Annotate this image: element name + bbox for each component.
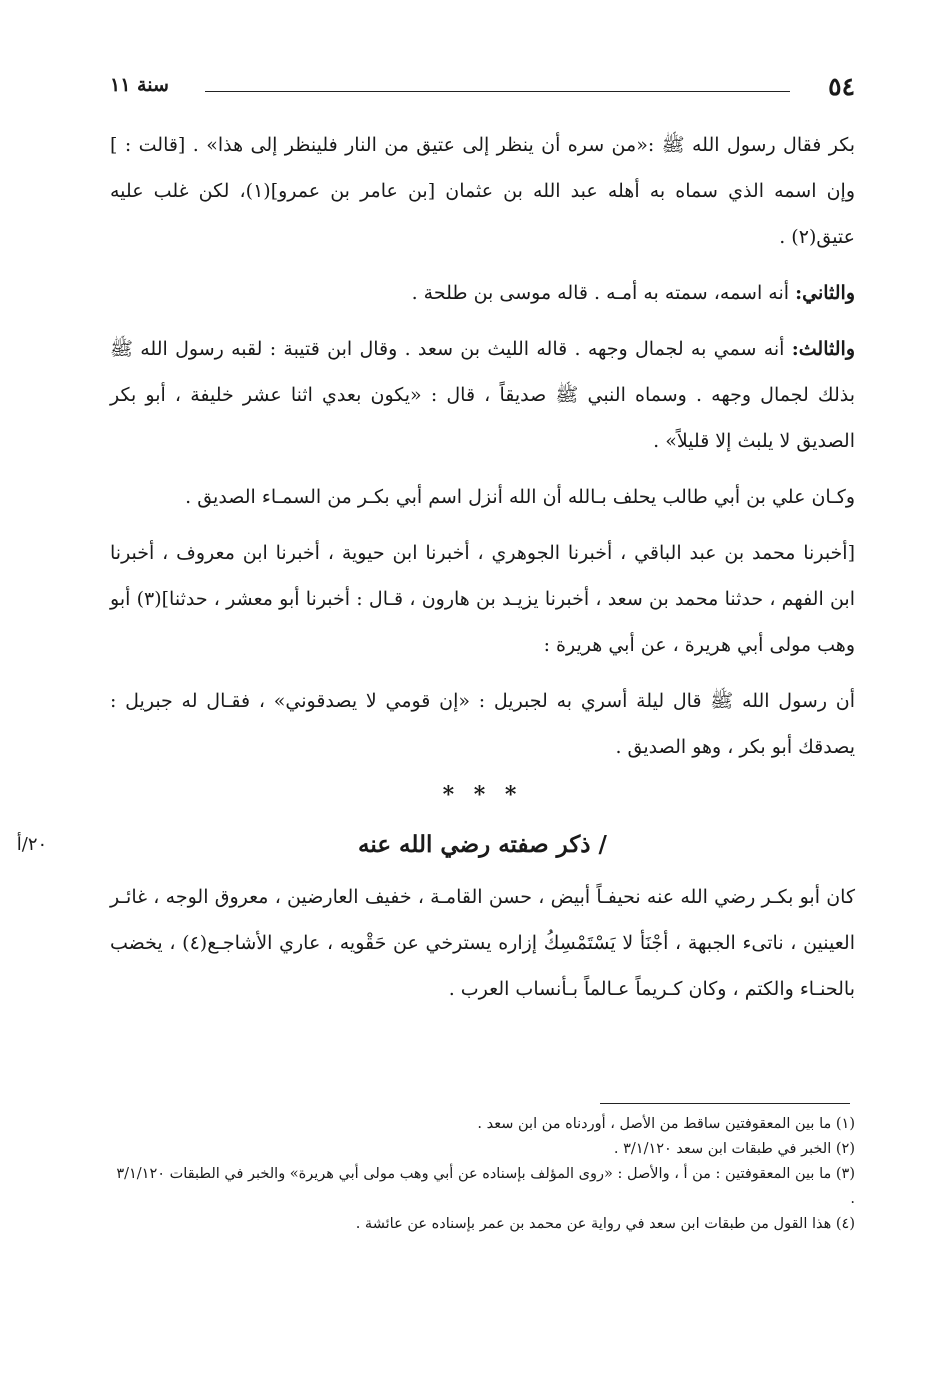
manuscript-folio-marker: ٢٠/أ	[16, 834, 48, 855]
paragraph-4: وكـان علي بن أبي طالب يحلف بـالله أن الله أنزل اسم أبي بكـر من السمـاء الصديق .	[185, 486, 855, 508]
paragraph-5: [أخبرنا محمد بن عبد الباقي ، أخبرنا الجوهري ، أخبرنا ابن حيوية ، أخبرنا ابن معروف ، أخبرنا ابن الفهم ، حدثنا محمد بن سعد ، أخبرنا يزيـد بن هارون ، قـال : أخبرنا أبو معشر ، حدثنا](٣) أبو وهب مولى أبي هريرة ، عن أبي هريرة :	[110, 542, 855, 656]
footnote-2: (٢) الخبر في طبقات ابن سعد ٣/١/١٢٠ .	[613, 1141, 855, 1157]
footnote-rule	[600, 1103, 850, 1104]
paragraph-2	[110, 270, 855, 316]
paragraph-2-text: أنه اسمه، سمته به أمـه . قاله موسى بن طلحة .	[411, 282, 790, 304]
main-text	[16, 122, 855, 1022]
paragraph-6: أن رسول الله ﷺ قال ليلة أسري به لجبريل : «إن قومي لا يصدقوني» ، فقـال له جبريل : يصدقك أبو بكر ، وهو الصديق .	[110, 690, 855, 758]
paragraph-2-lead: والثاني:	[795, 282, 855, 304]
paragraph-7: كان أبو بكـر رضي الله عنه نحيفـاً أبيض ، حسن القامـة ، خفيف العارضين ، معروق الوجه ، غائـر العينين ، ناتىء الجبهة ، أجْنَأ لا يَسْتَمْسِكُ إزاره يسترخي عن حَقْويه ، عاري الأشاجـع(٤) ، يخضب بالحنـاء والكتم ، وكان كـريماً عـالماً بـأنساب العرب .	[110, 886, 855, 1000]
paragraph-1: بكر فقال رسول الله ﷺ :«من سره أن ينظر إلى عتيق من النار فلينظر إلى هذا» . [قالت : ] وإن اسمه الذي سماه به أهله عبد الله بن عثمان [بن عامر بن عمرو](١)، لكن غلب عليه عتيق(٢) .	[110, 134, 855, 248]
section-title: / ذكر صفته رضي الله عنه	[358, 831, 607, 858]
section-divider: * * *	[442, 782, 523, 808]
footnote-1: (١) ما بين المعقوفتين ساقط من الأصل ، أوردناه من ابن سعد .	[477, 1116, 855, 1132]
running-head: سنة ١١	[110, 74, 169, 96]
header-rule	[205, 91, 790, 92]
footnote-4: (٤) هذا القول من طبقات ابن سعد في رواية عن محمد بن عمر بإسناده عن عائشة .	[355, 1216, 855, 1232]
page-header	[110, 72, 855, 112]
footnotes	[110, 1112, 855, 1237]
page-number: ٥٤	[828, 72, 855, 101]
paragraph-3-lead: والثالث:	[791, 338, 855, 360]
paragraph-3-text: أنه سمي به لجمال وجهه . قاله الليث بن سعد . وقال ابن قتيبة : لقبه رسول الله ﷺ بذلك لجمال وجهه . وسماه النبي ﷺ صديقاً ، قال : «يكون بعدي اثنا عشر خليفة ، أبو بكر الصديق لا يلبث إلا قليلاً» .	[110, 338, 855, 452]
section-heading-row	[16, 818, 855, 872]
footnote-3: (٣) ما بين المعقوفتين : من أ ، والأصل : «روى المؤلف بإسناده عن أبي وهب مولى أبي هريرة» والخبر في الطبقات ٣/١/١٢٠ .	[116, 1166, 855, 1207]
paragraph-3	[110, 326, 855, 464]
